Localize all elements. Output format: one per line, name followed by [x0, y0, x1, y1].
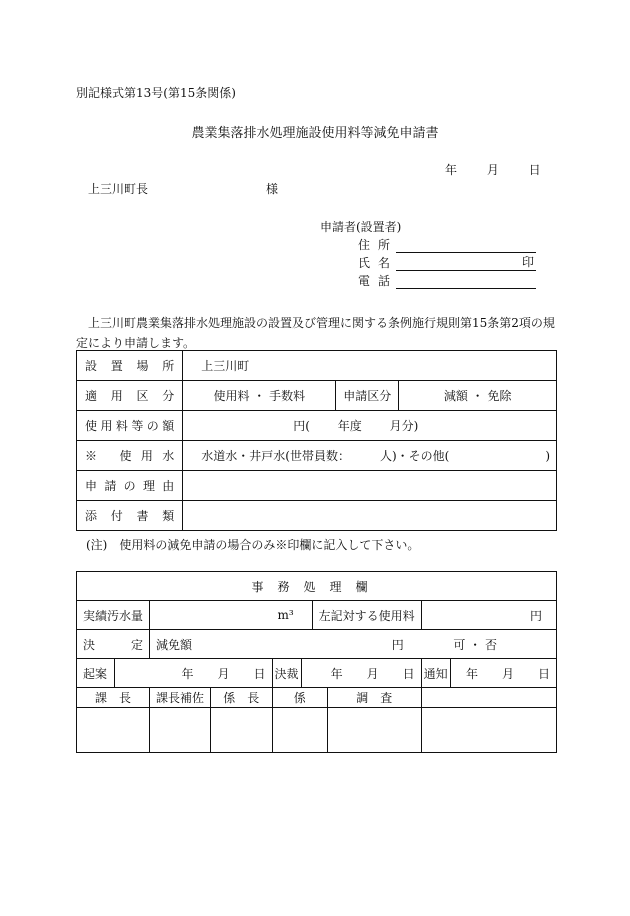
form-reference: 別記様式第13号(第15条関係) [76, 86, 236, 100]
draft-label: 起案 [77, 659, 115, 688]
applicant-address-row [358, 236, 536, 253]
approve-reject-choice[interactable]: 可 ・ 否 [453, 637, 497, 652]
role-investigation: 調 査 [327, 688, 421, 708]
fee-for-volume-label: 左記対する使用料 [312, 601, 421, 630]
draft-date[interactable]: 年 月 日 [114, 659, 272, 688]
name-field[interactable] [396, 257, 536, 271]
address-label: 住所 [358, 238, 399, 252]
applicant-heading: 申請者(設置者) [320, 220, 402, 234]
fee-for-volume-unit[interactable]: 円 [421, 601, 556, 630]
stamp-blank[interactable] [421, 708, 556, 753]
stamp-assistant-chief[interactable] [150, 708, 211, 753]
approval-label: 決裁 [272, 659, 301, 688]
fee-label: 使用料等の額 [77, 411, 183, 441]
category-value[interactable]: 使用料 ・ 手数料 [183, 381, 336, 411]
applicant-name-row [358, 254, 536, 271]
office-use-table [76, 571, 557, 753]
role-assistant-chief: 課長補佐 [150, 688, 211, 708]
office-use-header: 事務処理欄 [77, 572, 557, 601]
approval-date[interactable]: 年 月 日 [301, 659, 421, 688]
water-value[interactable]: 水道水・井戸水(世帯員数： 人)・その他( ) [183, 441, 557, 471]
notice-label: 通知 [421, 659, 450, 688]
reason-field[interactable] [183, 471, 557, 501]
address-field[interactable] [396, 239, 536, 253]
date-month: 月 [486, 163, 499, 177]
stamp-staff[interactable] [272, 708, 327, 753]
seal-mark: 印 [521, 255, 534, 269]
fee-value[interactable]: 円( 年度 月分) [183, 411, 557, 441]
location-label: 設置場所 [77, 351, 183, 381]
reason-label: 申請の理由 [77, 471, 183, 501]
date-day: 日 [528, 163, 541, 177]
actual-volume-unit[interactable]: m³ [150, 601, 313, 630]
category-label: 適用区分 [77, 381, 183, 411]
decision-field[interactable] [150, 630, 557, 659]
decision-yen: 円 [391, 637, 404, 652]
request-type-value[interactable]: 減額 ・ 免除 [399, 381, 557, 411]
date-year: 年 [445, 163, 458, 177]
water-label: ※ 使用水 [77, 441, 183, 471]
role-staff: 係 [272, 688, 327, 708]
request-type-label: 申請区分 [336, 381, 399, 411]
notice-date[interactable]: 年 月 日 [450, 659, 556, 688]
applicant-phone-row [358, 272, 536, 289]
note: (注) 使用料の減免申請の場合のみ※印欄に記入して下さい。 [86, 538, 420, 552]
role-blank [421, 688, 556, 708]
location-value[interactable]: 上三川町 [183, 351, 557, 381]
name-label: 氏名 [358, 256, 399, 270]
application-table [76, 350, 557, 531]
addressee: 上三川町長 [88, 182, 149, 196]
page-title: 農業集落排水処理施設使用料等減免申請書 [191, 126, 439, 141]
stamp-section-chief[interactable] [77, 708, 150, 753]
reduction-amount-label: 減免額 [156, 637, 193, 652]
attachments-field[interactable] [183, 501, 557, 531]
honorific: 様 [266, 182, 279, 196]
role-subsection-chief: 係 長 [211, 688, 273, 708]
request-paragraph: 上三川町農業集落排水処理施設の設置及び管理に関する条例施行規則第15条第2項の規定により申請します。 [76, 316, 555, 350]
decision-label: 決定 [77, 630, 150, 659]
stamp-investigation[interactable] [327, 708, 421, 753]
role-section-chief: 課 長 [77, 688, 150, 708]
actual-volume-label: 実績汚水量 [77, 601, 150, 630]
attachments-label: 添付書類 [77, 501, 183, 531]
date-line [445, 161, 541, 178]
phone-field[interactable] [396, 275, 536, 289]
phone-label: 電話 [358, 274, 399, 288]
stamp-subsection-chief[interactable] [211, 708, 273, 753]
